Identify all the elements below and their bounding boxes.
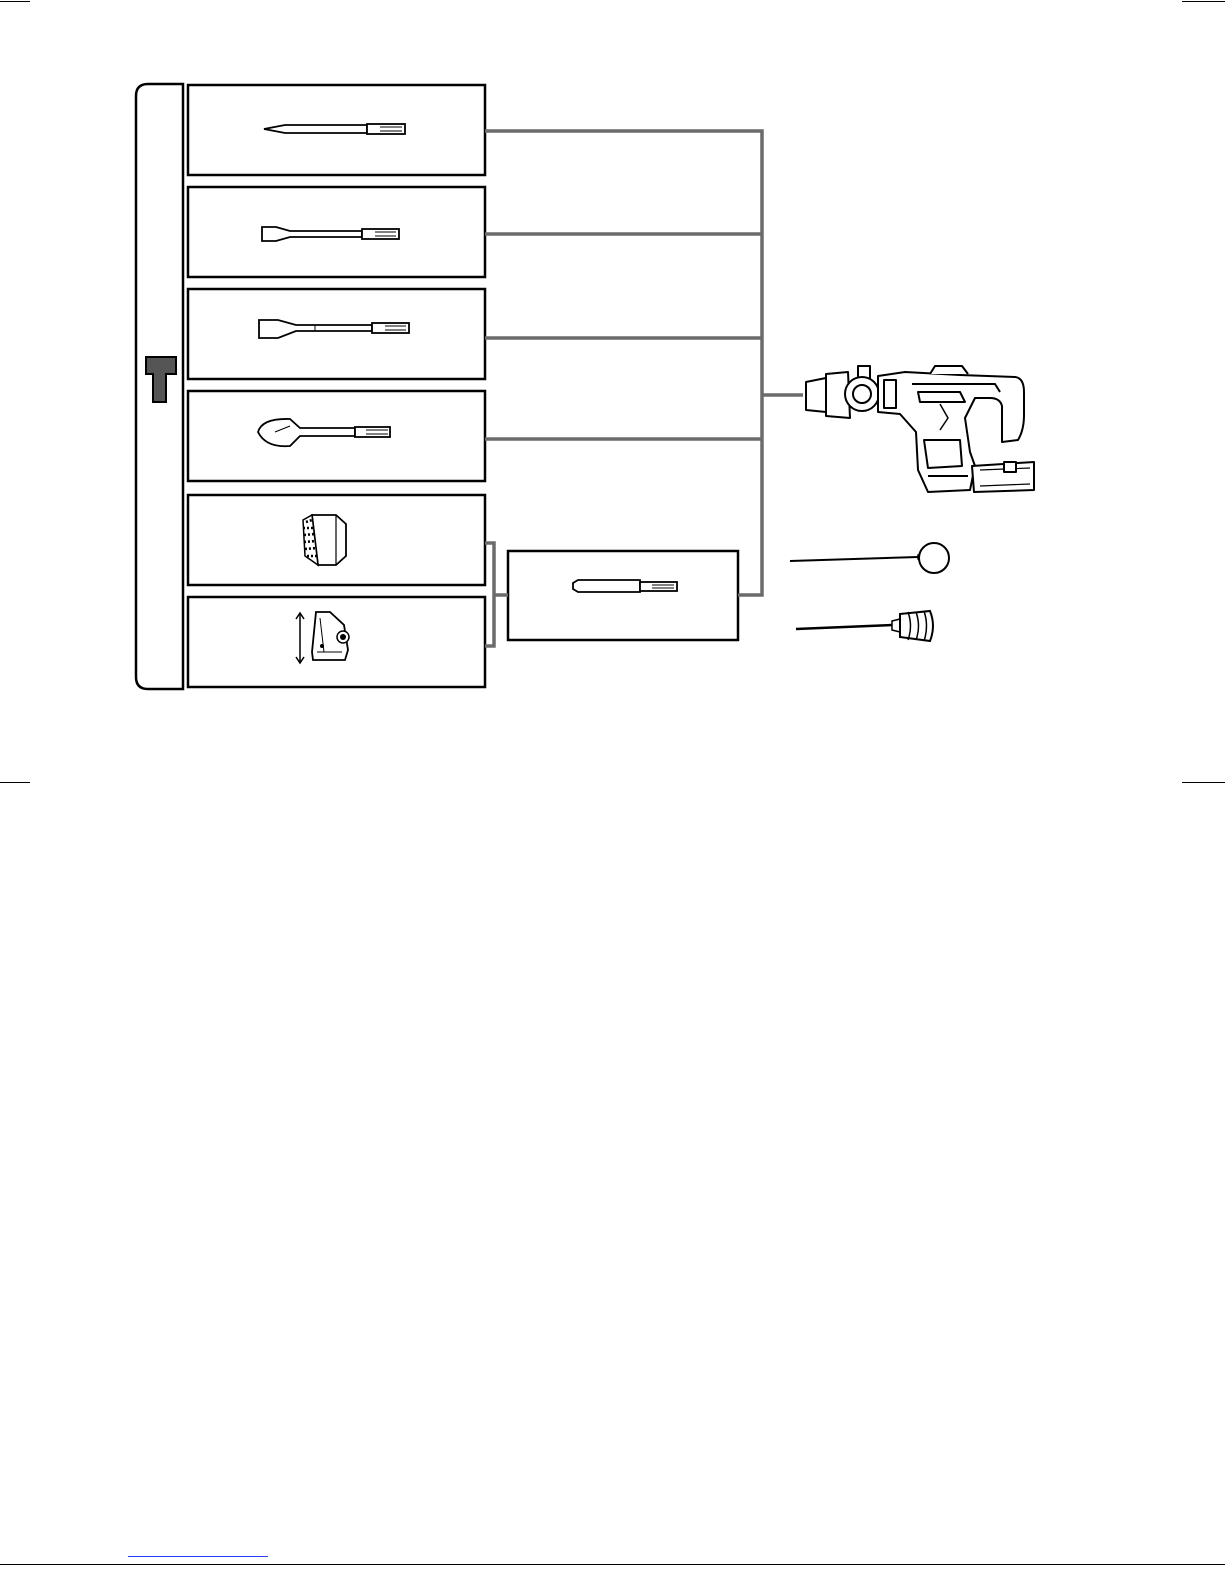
blow-out-bulb-icon	[790, 543, 949, 573]
adapter-box	[508, 551, 738, 640]
bit-box-spade-chisel	[188, 391, 485, 481]
shank-adapter-icon	[573, 580, 677, 592]
bush-hammer-plate-icon	[303, 515, 346, 565]
grease-gun-icon	[796, 611, 933, 641]
bull-point-chisel-icon	[264, 124, 405, 134]
bit-box-bush-hammer	[188, 495, 485, 585]
bit-box-bull-point	[188, 85, 485, 175]
rotary-hammer-icon	[806, 366, 1034, 492]
bit-box-wide-chisel	[188, 289, 485, 379]
bit-box-ground-rod	[188, 597, 485, 687]
bit-box-flat-chisel	[188, 187, 485, 277]
